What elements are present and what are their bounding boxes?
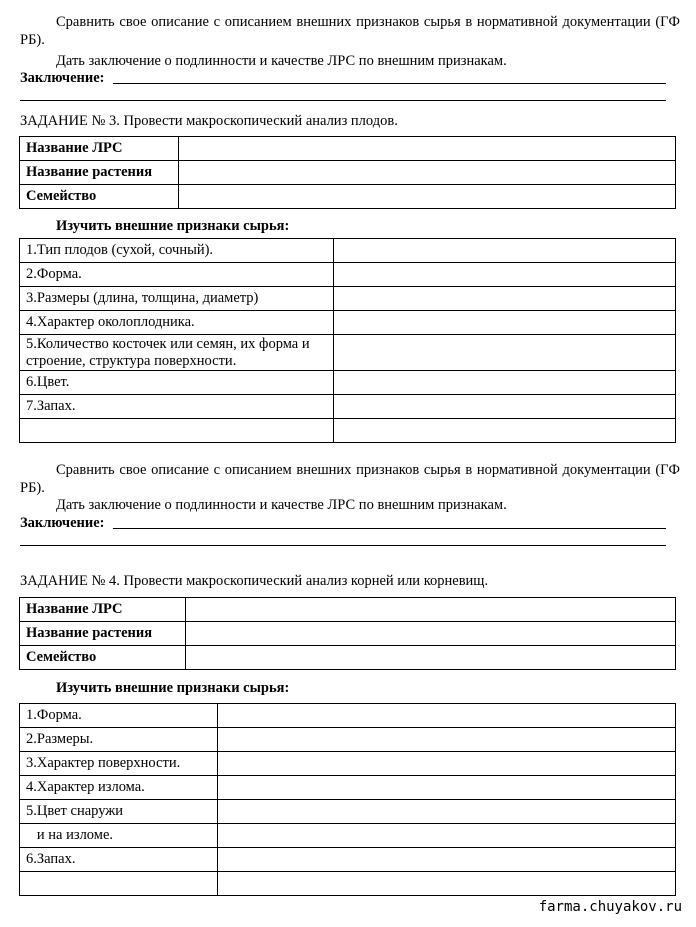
feature-label: 3.Характер поверхности. <box>20 752 218 776</box>
feature-label: 5.Цвет снаружи <box>20 800 218 824</box>
table-row <box>20 419 676 443</box>
table-row <box>20 704 676 728</box>
conclusion-line-2a <box>113 528 666 529</box>
feature-value-cell[interactable] <box>334 239 676 263</box>
feature-value-cell[interactable] <box>334 287 676 311</box>
table-row <box>20 311 676 335</box>
conclusion-label-2: Заключение: <box>20 515 105 531</box>
table-row <box>20 263 676 287</box>
feature-label: 4.Характер излома. <box>20 776 218 800</box>
feature-value-cell[interactable] <box>334 335 676 371</box>
feature-label <box>20 419 334 443</box>
table-row <box>20 395 676 419</box>
table-row <box>20 335 676 371</box>
info-value-cell[interactable] <box>179 161 676 185</box>
table-row <box>20 776 676 800</box>
info-label: Название растения <box>20 161 179 185</box>
table-row <box>20 872 676 896</box>
feature-value-cell[interactable] <box>218 824 676 848</box>
compare-paragraph-1: Сравнить свое описание с описанием внешних признаков сырья в нормативной документации (ГФ РБ). <box>20 14 680 48</box>
feature-label: 2.Форма. <box>20 263 334 287</box>
feature-value-cell[interactable] <box>218 800 676 824</box>
task4-title: ЗАДАНИЕ № 4. Провести макроскопический анализ корней или корневищ. <box>20 573 489 589</box>
feature-label: 6.Запах. <box>20 848 218 872</box>
table-row <box>20 287 676 311</box>
task3-title: ЗАДАНИЕ № 3. Провести макроскопический анализ плодов. <box>20 113 398 129</box>
task4-info-table <box>19 597 676 670</box>
info-label: Название ЛРС <box>20 137 179 161</box>
info-label: Название ЛРС <box>20 598 186 622</box>
feature-label: 7.Запах. <box>20 395 334 419</box>
feature-value-cell[interactable] <box>334 263 676 287</box>
info-value-cell[interactable] <box>179 137 676 161</box>
info-label: Семейство <box>20 185 179 209</box>
task4-features-table <box>19 703 676 896</box>
feature-label: 6.Цвет. <box>20 371 334 395</box>
feature-label: 5.Количество косточек или семян, их форма и строение, структура поверхности. <box>20 335 334 371</box>
table-row <box>20 824 676 848</box>
conclusion-label-1: Заключение: <box>20 70 105 86</box>
feature-label: 3.Размеры (длина, толщина, диаметр) <box>20 287 334 311</box>
compare-paragraph-2: Сравнить свое описание с описанием внешних признаков сырья в нормативной документации (ГФ РБ). <box>20 462 680 496</box>
table-row <box>20 752 676 776</box>
task3-study-heading: Изучить внешние признаки сырья: <box>56 218 290 234</box>
conclusion-line-1a <box>113 83 666 84</box>
info-label: Название растения <box>20 622 186 646</box>
conclusion-instruction-1: Дать заключение о подлинности и качестве ЛРС по внешним признакам. <box>56 53 507 69</box>
task4-study-heading: Изучить внешние признаки сырья: <box>56 680 290 696</box>
table-row <box>20 239 676 263</box>
conclusion-instruction-2: Дать заключение о подлинности и качестве ЛРС по внешним признакам. <box>56 497 507 513</box>
feature-label: 2.Размеры. <box>20 728 218 752</box>
table-row <box>20 622 676 646</box>
feature-value-cell[interactable] <box>334 419 676 443</box>
info-value-cell[interactable] <box>179 185 676 209</box>
table-row <box>20 161 676 185</box>
feature-value-cell[interactable] <box>218 776 676 800</box>
site-watermark: farma.chuyakov.ru <box>538 899 682 915</box>
feature-label <box>20 872 218 896</box>
feature-label: 1.Форма. <box>20 704 218 728</box>
task3-info-table <box>19 136 676 209</box>
table-row <box>20 371 676 395</box>
feature-value-cell[interactable] <box>218 848 676 872</box>
table-row <box>20 800 676 824</box>
feature-label: и на изломе. <box>20 824 218 848</box>
table-row <box>20 137 676 161</box>
info-value-cell[interactable] <box>186 646 676 670</box>
table-row <box>20 646 676 670</box>
conclusion-line-2b <box>20 545 666 546</box>
table-row <box>20 728 676 752</box>
feature-value-cell[interactable] <box>334 395 676 419</box>
table-row <box>20 848 676 872</box>
feature-label: 1.Тип плодов (сухой, сочный). <box>20 239 334 263</box>
task3-features-table <box>19 238 676 443</box>
table-row <box>20 185 676 209</box>
feature-value-cell[interactable] <box>218 752 676 776</box>
conclusion-line-1b <box>20 100 666 101</box>
table-row <box>20 598 676 622</box>
feature-label: 4.Характер околоплодника. <box>20 311 334 335</box>
feature-value-cell[interactable] <box>218 704 676 728</box>
info-value-cell[interactable] <box>186 622 676 646</box>
feature-value-cell[interactable] <box>334 371 676 395</box>
feature-value-cell[interactable] <box>218 728 676 752</box>
feature-value-cell[interactable] <box>218 872 676 896</box>
info-label: Семейство <box>20 646 186 670</box>
info-value-cell[interactable] <box>186 598 676 622</box>
feature-value-cell[interactable] <box>334 311 676 335</box>
